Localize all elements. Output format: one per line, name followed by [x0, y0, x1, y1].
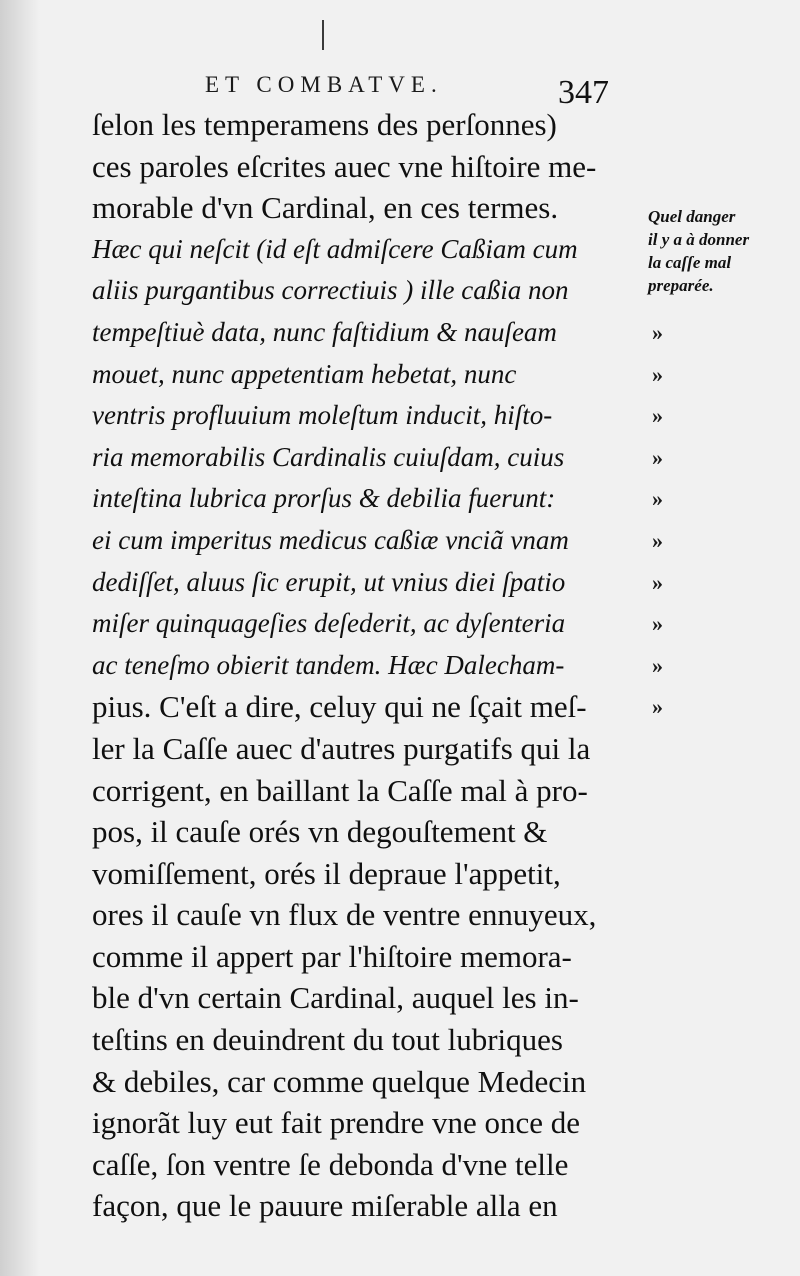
text-line: inteſtina lubrica prorſus & debilia fuerunt:	[92, 483, 556, 514]
text-line: ſelon les temperamens des perſonnes)	[92, 107, 557, 142]
text-line: façon, que le pauure miſerable alla en	[92, 1188, 558, 1224]
text-line: caſſe, ſon ventre ſe debonda d'vne telle	[92, 1146, 569, 1182]
quotation-mark: »	[652, 694, 663, 720]
margin-note-line: Quel danger	[648, 207, 736, 226]
text-line: ria memorabilis Cardinalis cuiuſdam, cuius	[92, 441, 565, 472]
margin-note-line: la caſſe mal	[648, 253, 732, 272]
quotation-mark: »	[652, 652, 663, 678]
text-line: morable d'vn Cardinal, en ces termes.	[92, 190, 559, 226]
text-line: pius. C'eſt a dire, celuy qui ne ſçait meſ-	[92, 689, 587, 725]
page-gutter-shadow	[0, 0, 40, 1276]
text-line: aliis purgantibus correctiuis ) ille caßia non	[92, 275, 569, 306]
quotation-mark: »	[652, 611, 663, 637]
quotation-mark: »	[652, 403, 663, 429]
text-line: comme il appert par l'hiſtoire memora-	[92, 938, 572, 974]
text-line: Hæc qui neſcit (id eſt admiſcere Caßiam cum	[92, 233, 578, 264]
text-line: pos, il cauſe orés vn degouſtement &	[92, 814, 548, 850]
text-line: mouet, nunc appetentiam hebetat, nunc	[92, 358, 517, 389]
quotation-mark: »	[652, 486, 663, 512]
margin-note-line: preparée.	[648, 276, 714, 295]
text-line: dediſſet, aluus ſic erupit, ut vnius diei ſpatio	[92, 566, 566, 597]
text-line: ces paroles eſcrites auec vne hiſtoire me-	[92, 148, 597, 184]
text-line: & debiles, car comme quelque Medecin	[92, 1063, 587, 1099]
quotation-mark: »	[652, 320, 663, 345]
quotation-mark-column	[652, 312, 692, 728]
page-crease-mark	[322, 20, 324, 50]
quotation-mark: »	[652, 527, 663, 553]
margin-note-line: il y a à donner	[648, 230, 750, 249]
text-line: ores il cauſe vn flux de ventre ennuyeux,	[92, 897, 597, 933]
text-line: miſer quinquageſies deſederit, ac dyſenteria	[92, 608, 566, 639]
quotation-mark: »	[652, 569, 663, 595]
text-line: ac teneſmo obierit tandem. Hæc Dalecham-	[92, 649, 565, 680]
text-line: teſtins en deuindrent du tout lubriques	[92, 1022, 563, 1058]
text-line: ignorãt luy eut fait prendre vne once de	[92, 1105, 581, 1141]
text-line: corrigent, en baillant la Caſſe mal à pro-	[92, 772, 588, 808]
running-head: ET COMBATVE.	[205, 72, 443, 97]
text-line: ventris profluuium moleſtum inducit, hiſto-	[92, 400, 553, 431]
margin-note	[648, 205, 798, 297]
body-text	[92, 104, 652, 1227]
quotation-mark: »	[652, 361, 663, 387]
text-line: tempeſtiuè data, nunc faſtidium & nauſeam	[92, 316, 557, 347]
quotation-mark: »	[652, 444, 663, 470]
text-line: ei cum imperitus medicus caßiæ vnciã vnam	[92, 524, 569, 555]
text-line: ler la Caſſe auec d'autres purgatifs qui la	[92, 730, 591, 766]
text-line: vomiſſement, orés il depraue l'appetit,	[92, 855, 561, 891]
page-number: 347	[558, 74, 609, 111]
text-line: ble d'vn certain Cardinal, auquel les in-	[92, 980, 579, 1016]
